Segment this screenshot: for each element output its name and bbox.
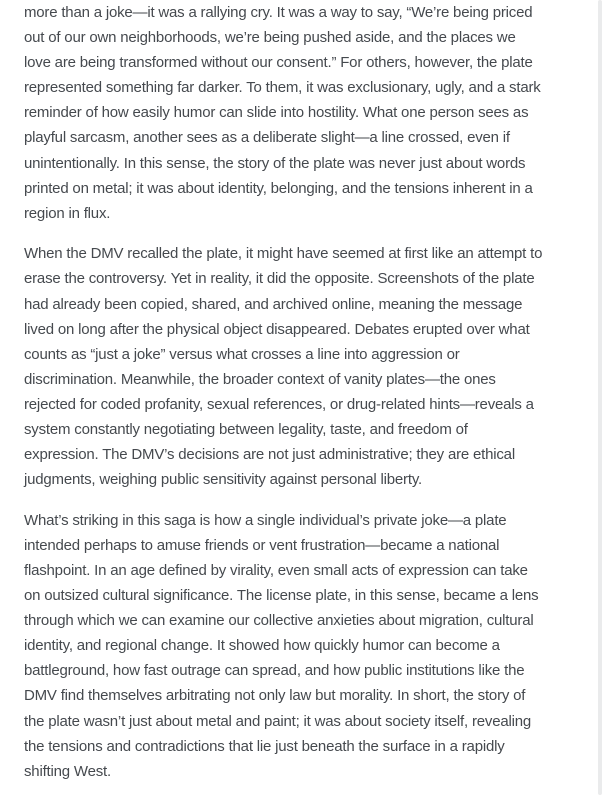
text-line: identity, and regional change. It showed how quickly humor can become a xyxy=(24,637,500,655)
text-line: on outsized cultural significance. The license plate, in this sense, became a lens xyxy=(24,587,539,605)
text-line: shifting West. xyxy=(24,762,111,780)
text-line: DMV find themselves arbitrating not only law but morality. In short, the story of xyxy=(24,687,526,705)
text-line: had already been copied, shared, and archived online, meaning the message xyxy=(24,295,523,313)
text-line: the plate wasn’t just about metal and paint; it was about society itself, revealing xyxy=(24,712,532,730)
paragraph xyxy=(24,508,598,784)
text-line: through which we can examine our collective anxieties about migration, cultural xyxy=(24,612,534,630)
text-line: playful sarcasm, another sees as a deliberate slight—a line crossed, even if xyxy=(24,129,510,147)
text-line: region in flux. xyxy=(24,204,111,222)
text-line: the tensions and contradictions that lie just beneath the surface in a rapidly xyxy=(24,737,505,755)
text-line: out of our own neighborhoods, we’re being pushed aside, and the places we xyxy=(24,29,516,47)
text-line: battleground, how fast outrage can spread, and how public institutions like the xyxy=(24,662,525,680)
text-line: counts as “just a joke” versus what crosses a line into aggression or xyxy=(24,345,460,363)
text-line: discrimination. Meanwhile, the broader context of vanity plates—the ones xyxy=(24,370,496,388)
vertical-scrollbar[interactable] xyxy=(598,0,602,795)
text-line: What’s striking in this saga is how a single individual’s private joke—a plate xyxy=(24,511,507,529)
text-line: more than a joke—it was a rallying cry. It was a way to say, “We’re being priced xyxy=(24,4,533,21)
text-line: judgments, weighing public sensitivity against personal liberty. xyxy=(24,471,422,489)
text-line: rejected for coded profanity, sexual references, or drug-related hints—reveals a xyxy=(24,395,534,413)
text-line: represented something far darker. To them, it was exclusionary, ugly, and a stark xyxy=(24,79,541,97)
text-line: system constantly negotiating between legality, taste, and freedom of xyxy=(24,421,468,438)
text-line: flashpoint. In an age defined by virality, even small acts of expression can take xyxy=(24,561,528,579)
text-line: unintentionally. In this sense, the story of the plate was never just about words xyxy=(24,154,526,172)
text-line: When the DMV recalled the plate, it might have seemed at first like an attempt to xyxy=(24,245,543,263)
text-line: love are being transformed without our consent.” For others, however, the plate xyxy=(24,54,533,72)
paragraph xyxy=(24,0,598,226)
text-line: erase the controversy. Yet in reality, it did the opposite. Screenshots of the plate xyxy=(24,270,535,288)
text-line: intended perhaps to amuse friends or vent frustration—became a national xyxy=(24,536,500,554)
text-line: lived on long after the physical object disappeared. Debates erupted over what xyxy=(24,320,530,338)
text-line: expression. The DMV’s decisions are not just administrative; they are ethical xyxy=(24,446,515,464)
text-line: reminder of how easily humor can slide into hostility. What one person sees as xyxy=(24,104,529,122)
paragraph xyxy=(24,241,598,492)
text-line: printed on metal; it was about identity, belonging, and the tensions inherent in a xyxy=(24,179,533,197)
